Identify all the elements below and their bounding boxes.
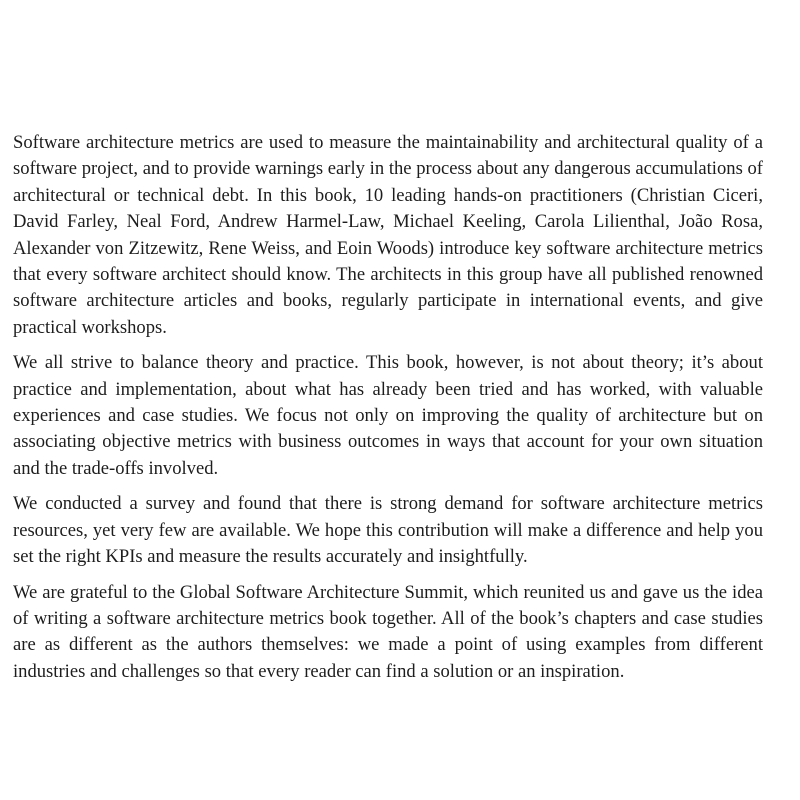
paragraph-3: We conducted a survey and found that there is strong demand for software architecture metrics resources, yet very few are available. We hope this contribution will make a difference and help you set the right KPIs and measure the results accurately and insightfully. [13,493,763,568]
body-text [13,130,763,694]
paragraph-4: We are grateful to the Global Software Architecture Summit, which reunited us and gave us the idea of writing a software architecture metrics book together. All of the book’s chapters and case studies are as different as the authors themselves: we made a point of using examples from different industries and challenges so that every reader can find a solution or an inspiration. [13,581,763,682]
paragraph-1: Software architecture metrics are used to measure the maintainability and architectural quality of a software project, and to provide warnings early in the process about any dangerous accumulations of architectural or technical debt. In this book, 10 leading hands-on practitioners (Christian Ciceri, David Farley, Neal Ford, Andrew Harmel-Law, Michael Keeling, Carola Lilienthal, João Rosa, Alexander von Zitzewitz, Rene Weiss, and Eoin Woods) introduce key software architecture metrics that every software architect should know. The architects in this group have all published renowned software architecture articles and books, regularly participate in international events, and give practical workshops. [13,132,763,338]
paragraph-2: We all strive to balance theory and practice. This book, however, is not about theory; it’s about practice and implementation, about what has already been tried and has worked, with valuable experiences and case studies. We focus not only on improving the quality of architecture but on associating objective metrics with business outcomes in ways that account for your own situation and the trade-offs involved. [13,352,763,479]
